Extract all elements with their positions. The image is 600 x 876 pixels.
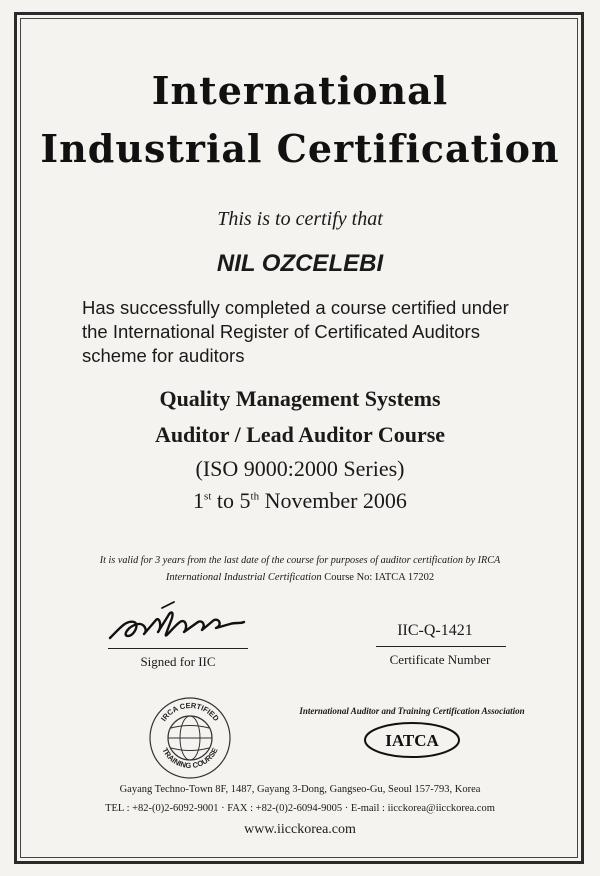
iatca-heading: International Auditor and Training Certification Association xyxy=(299,706,525,716)
seal-top-text: IRCA CERTIFIED xyxy=(159,700,221,723)
date-rest: November 2006 xyxy=(259,488,407,513)
course-series: (ISO 9000:2000 Series) xyxy=(195,456,405,481)
signature-line xyxy=(108,648,248,649)
course-title-1: Quality Management Systems xyxy=(159,386,441,411)
course-dates xyxy=(0,488,600,514)
completion-line-3: scheme for auditors xyxy=(82,345,245,366)
certificate-label: Certificate Number xyxy=(389,652,491,667)
irca-seal-logo xyxy=(148,696,232,780)
signature-label: Signed for IIC xyxy=(140,654,216,669)
validity-line-2 xyxy=(0,569,600,586)
completion-line-1: Has successfully completed a course certified under xyxy=(82,297,509,318)
completion-statement xyxy=(82,296,542,368)
iatca-logo-text: IATCA xyxy=(385,731,439,750)
signature-graphic xyxy=(104,598,254,646)
certify-text: This is to certify that xyxy=(217,208,383,230)
title-line-2: Industrial Certification xyxy=(40,126,560,171)
date-end: 5 xyxy=(239,488,251,513)
date-start: 1 xyxy=(193,488,205,513)
certificate-line xyxy=(376,646,506,647)
course-title-2: Auditor / Lead Auditor Course xyxy=(154,422,446,447)
seal-bottom-text: TRAINING COURSE xyxy=(160,746,220,771)
svg-text:TRAINING COURSE xyxy=(160,746,219,770)
recipient-name: NIL OZCELEBI xyxy=(216,250,384,277)
footer-website: www.iicckorea.com xyxy=(244,822,356,837)
date-start-suffix: st xyxy=(204,490,212,503)
certificate-number: IIC-Q-1421 xyxy=(397,622,473,639)
validity-org: International Industrial Certification xyxy=(165,572,322,583)
iatca-logo xyxy=(362,720,462,760)
title-line-1: International xyxy=(151,68,449,113)
validity-course-no: Course No: IATCA 17202 xyxy=(321,572,435,583)
footer-address: Gayang Techno-Town 8F, 1487, Gayang 3-Dong, Gangseo-Gu, Seoul 157-793, Korea xyxy=(119,784,481,795)
completion-line-2: the International Register of Certificated Auditors xyxy=(82,321,480,342)
date-end-suffix: th xyxy=(250,490,260,503)
validity-line-1: It is valid for 3 years from the last date of the course for purposes of auditor certification by IRCA xyxy=(99,555,501,566)
footer-contact: TEL : +82-(0)2-6092-9001 · FAX : +82-(0)2-6094-9005 · E-mail : iicckorea@iicckorea.com xyxy=(105,803,495,814)
date-to: to xyxy=(211,488,240,513)
